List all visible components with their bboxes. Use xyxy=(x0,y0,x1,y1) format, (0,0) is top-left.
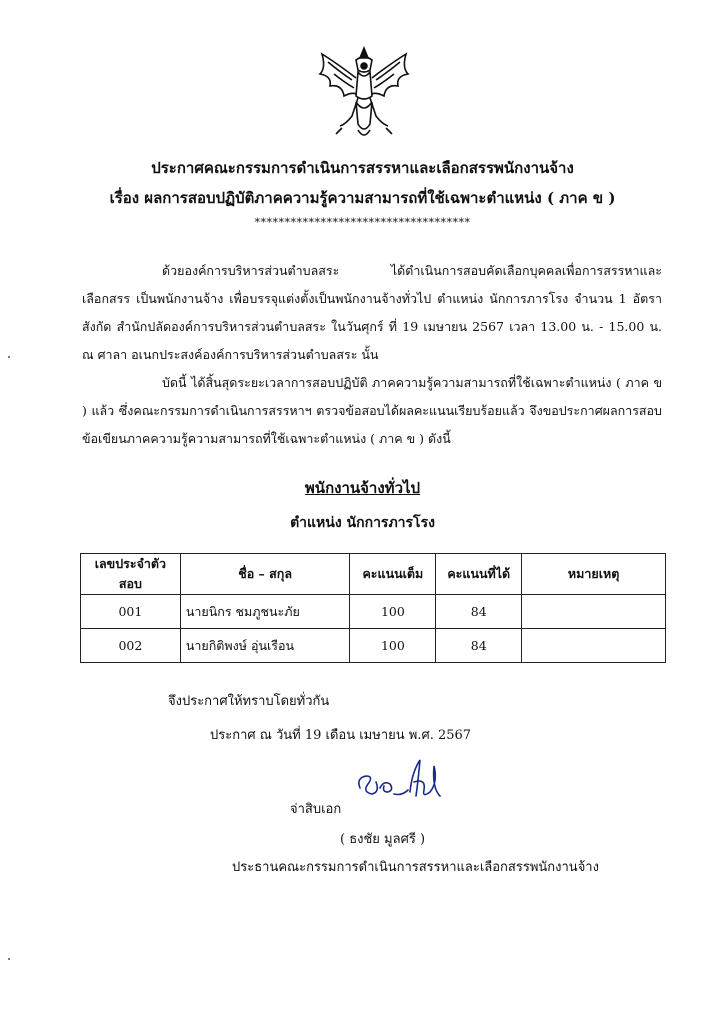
table-row xyxy=(81,595,666,629)
signer-rank: จ่าสิบเอก xyxy=(290,802,342,817)
cell-exam-id: 002 xyxy=(81,629,181,663)
cell-name: นายกิติพงษ์ อุ่นเรือน xyxy=(180,629,350,663)
cell-remark xyxy=(522,595,666,629)
body-paragraph-1 xyxy=(82,257,662,369)
paragraph-1-text: ด้วยองค์การบริหารส่วนตำบลสระ ได้ดำเนินการสอบคัดเลือกบุคคลเพื่อการสรรหาและเลือกสรร เป็นพนักงานจ้าง เพื่อบรรจุแต่งตั้งเป็นพนักงานจ้างทั่วไป ตำแหน่ง นักการภารโรง จำนวน 1 อัตรา สังกัด สำนักปลัดองค์การบริหารส่วนตำบลสระ ในวันศุกร์ ที่ 19 เมษายน 2567 เวลา 13.00 น. - 15.00 น. ณ ศาลา อเนกประสงค์องค์การบริหารส่วนตำบลสระ นั้น xyxy=(82,263,662,362)
announcement-date: ประกาศ ณ วันที่ 19 เดือน เมษายน พ.ศ. 2567 xyxy=(210,728,472,743)
header-score: คะแนนที่ได้ xyxy=(436,554,522,595)
position-heading: ตำแหน่ง นักการภารโรง xyxy=(290,515,435,531)
cell-score: 84 xyxy=(436,629,522,663)
cell-full-score: 100 xyxy=(350,629,436,663)
table-header-row xyxy=(81,554,666,595)
handwritten-signature-icon xyxy=(354,752,446,814)
closing-announcement: จึงประกาศให้ทราบโดยทั่วกัน xyxy=(168,694,330,709)
body-paragraph-2 xyxy=(82,369,662,453)
employee-group-heading: พนักงานจ้างทั่วไป xyxy=(304,479,421,497)
separator-line: ************************************ xyxy=(254,216,471,229)
signer-title: ประธานคณะกรรมการดำเนินการสรรหาและเลือกสรรพนักงานจ้าง xyxy=(232,860,599,875)
cell-exam-id: 001 xyxy=(81,595,181,629)
announcement-title: ประกาศคณะกรรมการดำเนินการสรรหาและเลือกสรรพนักงานจ้าง xyxy=(151,159,574,177)
cell-full-score: 100 xyxy=(350,595,436,629)
cell-name: นายนิกร ชมภูชนะภัย xyxy=(180,595,350,629)
header-exam-id: เลขประจำตัวสอบ xyxy=(81,554,181,595)
cell-remark xyxy=(522,629,666,663)
table-row xyxy=(81,629,666,663)
garuda-emblem-icon xyxy=(312,44,416,142)
header-name: ชื่อ – สกุล xyxy=(180,554,350,595)
header-remark: หมายเหตุ xyxy=(522,554,666,595)
header-full-score: คะแนนเต็ม xyxy=(350,554,436,595)
scan-speck xyxy=(8,356,10,358)
announcement-subject: เรื่อง ผลการสอบปฏิบัติภาคความรู้ความสามารถที่ใช้เฉพาะตำแหน่ง ( ภาค ข ) xyxy=(109,189,616,207)
scan-speck xyxy=(8,958,10,960)
paragraph-2-text: บัดนี้ ได้สิ้นสุดระยะเวลาการสอบปฏิบัติ ภาคความรู้ความสามารถที่ใช้เฉพาะตำแหน่ง ( ภาค ข ) แล้ว ซึ่งคณะกรรมการดำเนินการสรรหาฯ ตรวจข้อสอบได้ผลคะแนนเรียบร้อยแล้ว จึงขอประกาศผลการสอบ ข้อเขียนภาคความรู้ความสามารถที่ใช้เฉพาะตำแหน่ง ( ภาค ข ) ดังนี้ xyxy=(82,375,662,446)
signer-name: ( ธงชัย มูลศรี ) xyxy=(340,832,426,847)
cell-score: 84 xyxy=(436,595,522,629)
results-table xyxy=(80,553,666,663)
